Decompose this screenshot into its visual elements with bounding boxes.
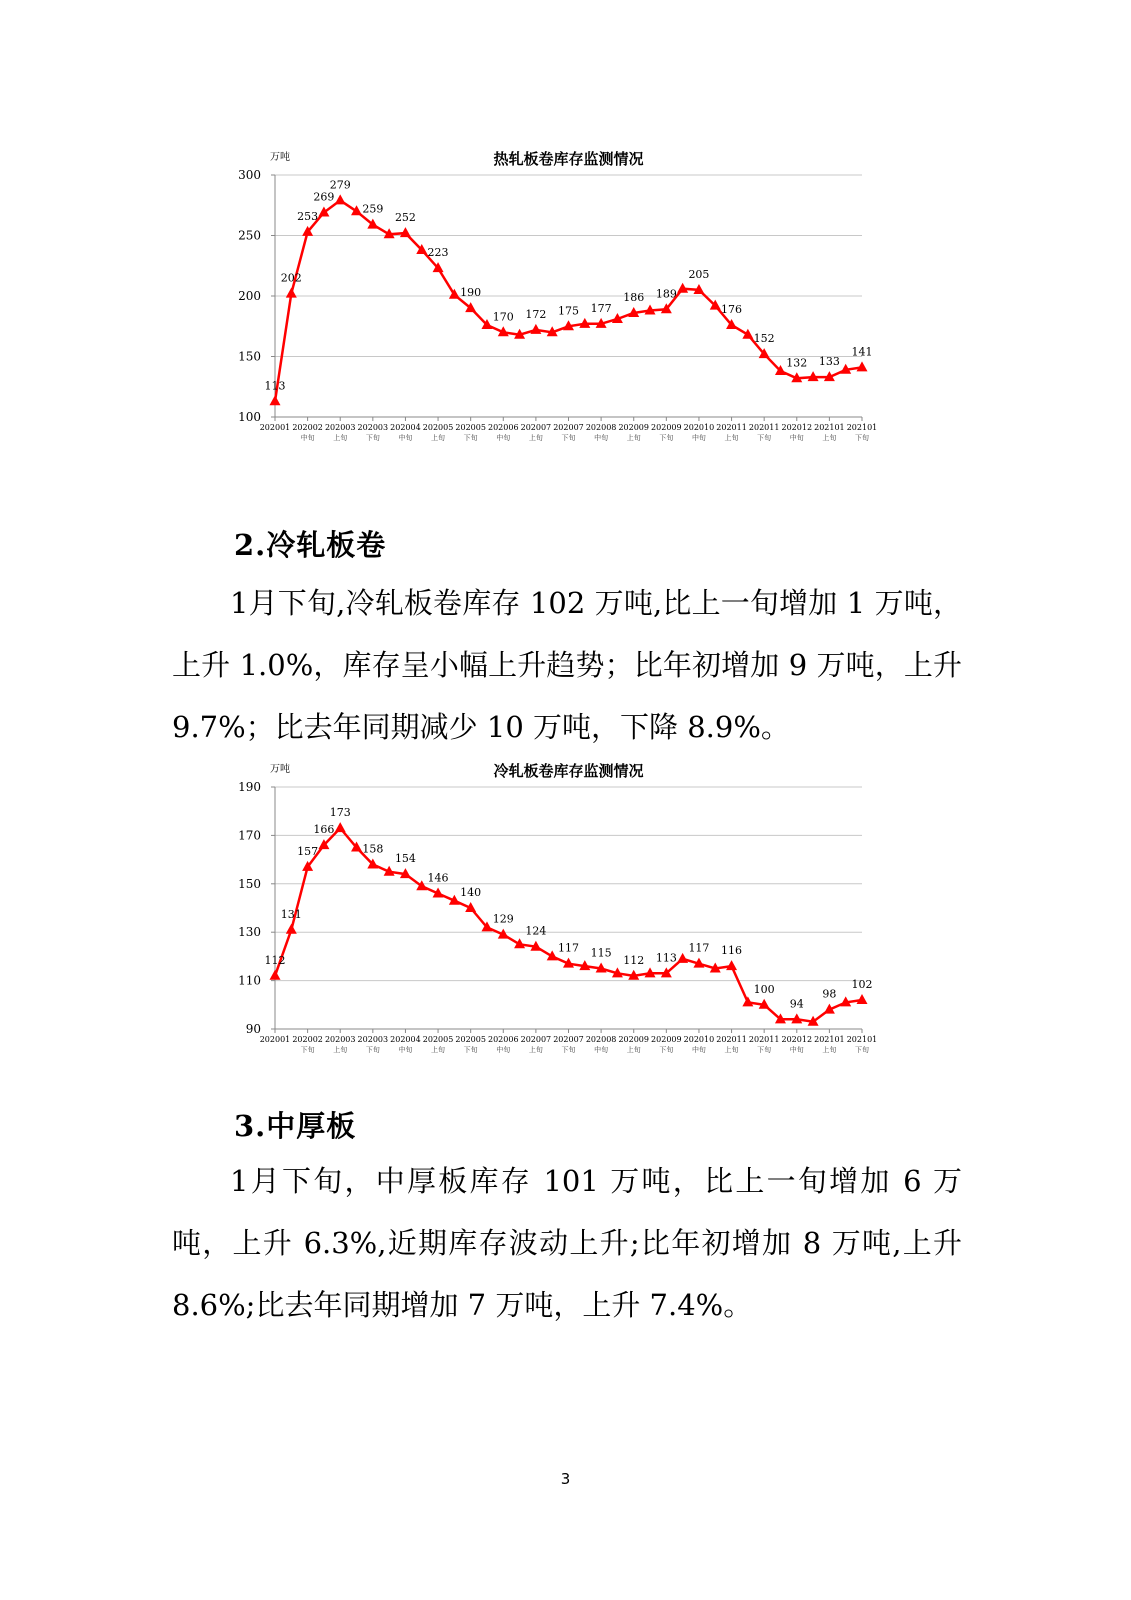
data-point-marker xyxy=(677,953,688,963)
x-tick-label: 202003 xyxy=(357,1035,389,1044)
data-label: 173 xyxy=(329,806,351,820)
x-tick-sublabel: 下旬 xyxy=(659,434,674,442)
x-tick-label: 202002 xyxy=(292,423,323,432)
x-tick-label: 202011 xyxy=(748,423,780,432)
data-label: 113 xyxy=(264,379,286,393)
x-tick-label: 202101 xyxy=(814,423,845,432)
x-tick-sublabel: 中旬 xyxy=(496,434,511,442)
y-tick-label: 130 xyxy=(238,925,261,940)
data-point-marker xyxy=(318,207,329,217)
medium-plate-para-rest: 月下旬，中厚板库存 101 万吨，比上一旬增加 6 万吨，上升 6.3%,近期库存波动上升;比年初增加 8 万吨,上升 8.6%;比去年同期增加 7 万吨，上升 7.4%。 xyxy=(172,1164,962,1322)
x-tick-label: 202101 xyxy=(846,423,878,432)
data-label: 140 xyxy=(460,886,482,899)
data-point-marker xyxy=(286,924,297,934)
x-tick-sublabel: 中旬 xyxy=(300,434,315,442)
x-tick-label: 202011 xyxy=(716,423,747,432)
data-label: 205 xyxy=(688,267,710,281)
x-tick-label: 202008 xyxy=(585,1035,617,1044)
data-label: 141 xyxy=(851,345,873,359)
data-label: 129 xyxy=(492,912,514,926)
data-label: 116 xyxy=(721,944,743,958)
y-tick-label: 150 xyxy=(238,349,261,364)
data-label: 175 xyxy=(558,304,579,318)
hot-rolled-coil-chart xyxy=(230,140,890,450)
data-label: 259 xyxy=(362,202,384,216)
data-label: 190 xyxy=(460,286,482,300)
data-point-marker xyxy=(351,205,362,215)
data-label: 94 xyxy=(789,997,804,1011)
cold-rolled-chart-svg xyxy=(230,752,890,1062)
x-tick-label: 202012 xyxy=(781,423,813,432)
data-point-marker xyxy=(400,227,411,237)
data-label: 186 xyxy=(623,290,645,304)
data-label: 124 xyxy=(525,924,547,938)
x-tick-sublabel: 中旬 xyxy=(789,1046,804,1054)
x-tick-sublabel: 中旬 xyxy=(398,434,413,442)
medium-plate-para-first: 1 xyxy=(230,1164,249,1198)
data-point-marker xyxy=(726,960,737,970)
x-tick-sublabel: 中旬 xyxy=(594,434,609,442)
x-tick-sublabel: 上旬 xyxy=(626,1046,641,1054)
data-label: 112 xyxy=(264,953,286,967)
y-tick-label: 250 xyxy=(238,228,261,243)
x-tick-sublabel: 上旬 xyxy=(333,434,348,442)
y-tick-label: 90 xyxy=(245,1022,261,1036)
x-tick-label: 202010 xyxy=(683,1035,715,1044)
x-tick-label: 202004 xyxy=(390,423,421,432)
data-label: 253 xyxy=(297,209,319,223)
x-tick-label: 202009 xyxy=(651,1035,682,1044)
data-label: 113 xyxy=(655,951,677,965)
x-tick-label: 202007 xyxy=(520,1035,552,1044)
data-label: 146 xyxy=(427,871,449,885)
x-tick-sublabel: 上旬 xyxy=(528,1046,543,1054)
cold-rolled-coil-chart xyxy=(230,752,890,1062)
y-tick-label: 150 xyxy=(238,876,261,891)
hot-rolled-chart-svg xyxy=(230,140,890,450)
x-tick-label: 202007 xyxy=(553,1035,584,1044)
x-tick-label: 202001 xyxy=(259,423,291,432)
x-tick-label: 202012 xyxy=(781,1035,813,1044)
data-label: 102 xyxy=(851,977,873,991)
x-tick-sublabel: 上旬 xyxy=(431,434,446,442)
x-tick-label: 202010 xyxy=(683,423,715,432)
data-label: 189 xyxy=(655,287,677,301)
chart-frame xyxy=(232,754,888,1060)
x-tick-sublabel: 下旬 xyxy=(561,1046,576,1054)
data-point-marker xyxy=(270,395,281,405)
x-tick-sublabel: 下旬 xyxy=(300,1046,315,1054)
data-point-marker xyxy=(335,822,346,832)
data-point-marker xyxy=(416,880,427,890)
y-tick-label: 190 xyxy=(238,780,261,794)
x-tick-sublabel: 下旬 xyxy=(365,1046,380,1054)
data-point-marker xyxy=(286,288,297,298)
x-tick-sublabel: 下旬 xyxy=(561,434,576,442)
x-tick-sublabel: 下旬 xyxy=(463,1046,478,1054)
x-tick-label: 202011 xyxy=(716,1035,747,1044)
x-tick-label: 202003 xyxy=(324,1035,356,1044)
data-label: 98 xyxy=(822,987,837,1001)
medium-plate-paragraph xyxy=(172,1150,962,1336)
x-tick-sublabel: 下旬 xyxy=(659,1046,674,1054)
data-point-marker xyxy=(335,194,346,204)
x-tick-label: 202008 xyxy=(585,423,617,432)
x-tick-sublabel: 下旬 xyxy=(855,1046,869,1054)
data-label: 252 xyxy=(394,211,416,225)
data-point-marker xyxy=(742,996,753,1006)
data-point-marker xyxy=(857,361,868,371)
section-heading-medium-plate: 3.中厚板 xyxy=(234,1109,357,1143)
data-label: 269 xyxy=(313,190,335,204)
x-tick-sublabel: 上旬 xyxy=(626,434,641,442)
x-tick-label: 202005 xyxy=(422,1035,454,1044)
x-tick-label: 202101 xyxy=(846,1035,878,1044)
x-tick-label: 202003 xyxy=(357,423,389,432)
data-label: 177 xyxy=(590,301,612,315)
x-tick-label: 202011 xyxy=(748,1035,780,1044)
x-tick-sublabel: 中旬 xyxy=(789,434,804,442)
chart-title: 热轧板卷库存监测情况 xyxy=(493,150,644,168)
x-tick-sublabel: 下旬 xyxy=(855,434,869,442)
x-tick-sublabel: 中旬 xyxy=(496,1046,511,1054)
x-tick-sublabel: 下旬 xyxy=(463,434,478,442)
section-heading-cold-rolled: 2.冷轧板卷 xyxy=(234,528,387,562)
cold-rolled-paragraph xyxy=(172,572,962,758)
data-label: 176 xyxy=(721,303,743,317)
y-axis-unit: 万吨 xyxy=(270,764,290,775)
x-tick-label: 202009 xyxy=(618,1035,649,1044)
data-label: 223 xyxy=(427,246,449,260)
x-tick-label: 202003 xyxy=(324,423,356,432)
x-tick-label: 202002 xyxy=(292,1035,323,1044)
x-tick-sublabel: 上旬 xyxy=(528,434,543,442)
x-tick-label: 202009 xyxy=(651,423,682,432)
data-label: 133 xyxy=(818,355,840,369)
y-tick-label: 200 xyxy=(238,289,261,303)
data-label: 172 xyxy=(525,307,547,321)
data-label: 115 xyxy=(590,946,612,960)
data-label: 112 xyxy=(623,953,645,967)
data-label: 131 xyxy=(280,907,302,921)
y-axis-unit: 万吨 xyxy=(270,152,290,163)
x-tick-sublabel: 中旬 xyxy=(398,1046,413,1054)
data-label: 166 xyxy=(313,823,335,837)
data-point-marker xyxy=(530,324,541,334)
data-label: 117 xyxy=(558,941,579,955)
x-tick-sublabel: 中旬 xyxy=(691,1046,706,1054)
x-tick-sublabel: 中旬 xyxy=(594,1046,609,1054)
x-tick-label: 202005 xyxy=(455,1035,486,1044)
x-tick-sublabel: 中旬 xyxy=(691,434,706,442)
data-label: 158 xyxy=(362,842,384,856)
data-label: 157 xyxy=(297,844,319,858)
x-tick-label: 202007 xyxy=(553,423,584,432)
x-tick-label: 202006 xyxy=(488,1035,519,1044)
x-tick-label: 202006 xyxy=(488,423,519,432)
series-line xyxy=(275,200,862,401)
cold-rolled-para-first: 1 xyxy=(230,586,249,620)
chart-title: 冷轧板卷库存监测情况 xyxy=(493,762,644,780)
data-label: 132 xyxy=(786,356,808,370)
data-label: 279 xyxy=(329,178,351,192)
x-tick-label: 202004 xyxy=(390,1035,421,1044)
x-tick-label: 202005 xyxy=(455,423,486,432)
x-tick-label: 202007 xyxy=(520,423,552,432)
x-tick-sublabel: 上旬 xyxy=(431,1046,446,1054)
data-point-marker xyxy=(857,994,868,1004)
data-label: 117 xyxy=(688,941,710,955)
x-tick-label: 202005 xyxy=(422,423,454,432)
data-label: 152 xyxy=(753,332,775,346)
x-tick-sublabel: 下旬 xyxy=(757,434,772,442)
page-number: 3 xyxy=(560,1470,571,1488)
data-label: 100 xyxy=(753,982,775,996)
y-tick-label: 100 xyxy=(238,410,261,424)
x-tick-sublabel: 上旬 xyxy=(822,1046,837,1054)
data-label: 154 xyxy=(394,852,416,866)
y-tick-label: 110 xyxy=(238,973,261,988)
x-tick-label: 202101 xyxy=(814,1035,845,1044)
x-tick-sublabel: 下旬 xyxy=(365,434,380,442)
x-tick-sublabel: 上旬 xyxy=(724,434,739,442)
y-tick-label: 170 xyxy=(238,828,261,843)
x-tick-label: 202009 xyxy=(618,423,649,432)
cold-rolled-para-rest: 月下旬,冷轧板卷库存 102 万吨,比上一旬增加 1 万吨，上升 1.0%，库存呈小幅上升趋势；比年初增加 9 万吨，上升 9.7%；比去年同期减少 10 万吨，下降 8.9%。 xyxy=(172,586,962,744)
x-tick-sublabel: 上旬 xyxy=(724,1046,739,1054)
x-tick-sublabel: 上旬 xyxy=(822,434,837,442)
data-point-marker xyxy=(270,970,281,980)
x-tick-sublabel: 上旬 xyxy=(333,1046,348,1054)
data-label: 202 xyxy=(280,271,302,285)
x-tick-label: 202001 xyxy=(259,1035,291,1044)
data-label: 170 xyxy=(492,310,514,324)
x-tick-sublabel: 下旬 xyxy=(757,1046,772,1054)
y-tick-label: 300 xyxy=(238,168,261,182)
